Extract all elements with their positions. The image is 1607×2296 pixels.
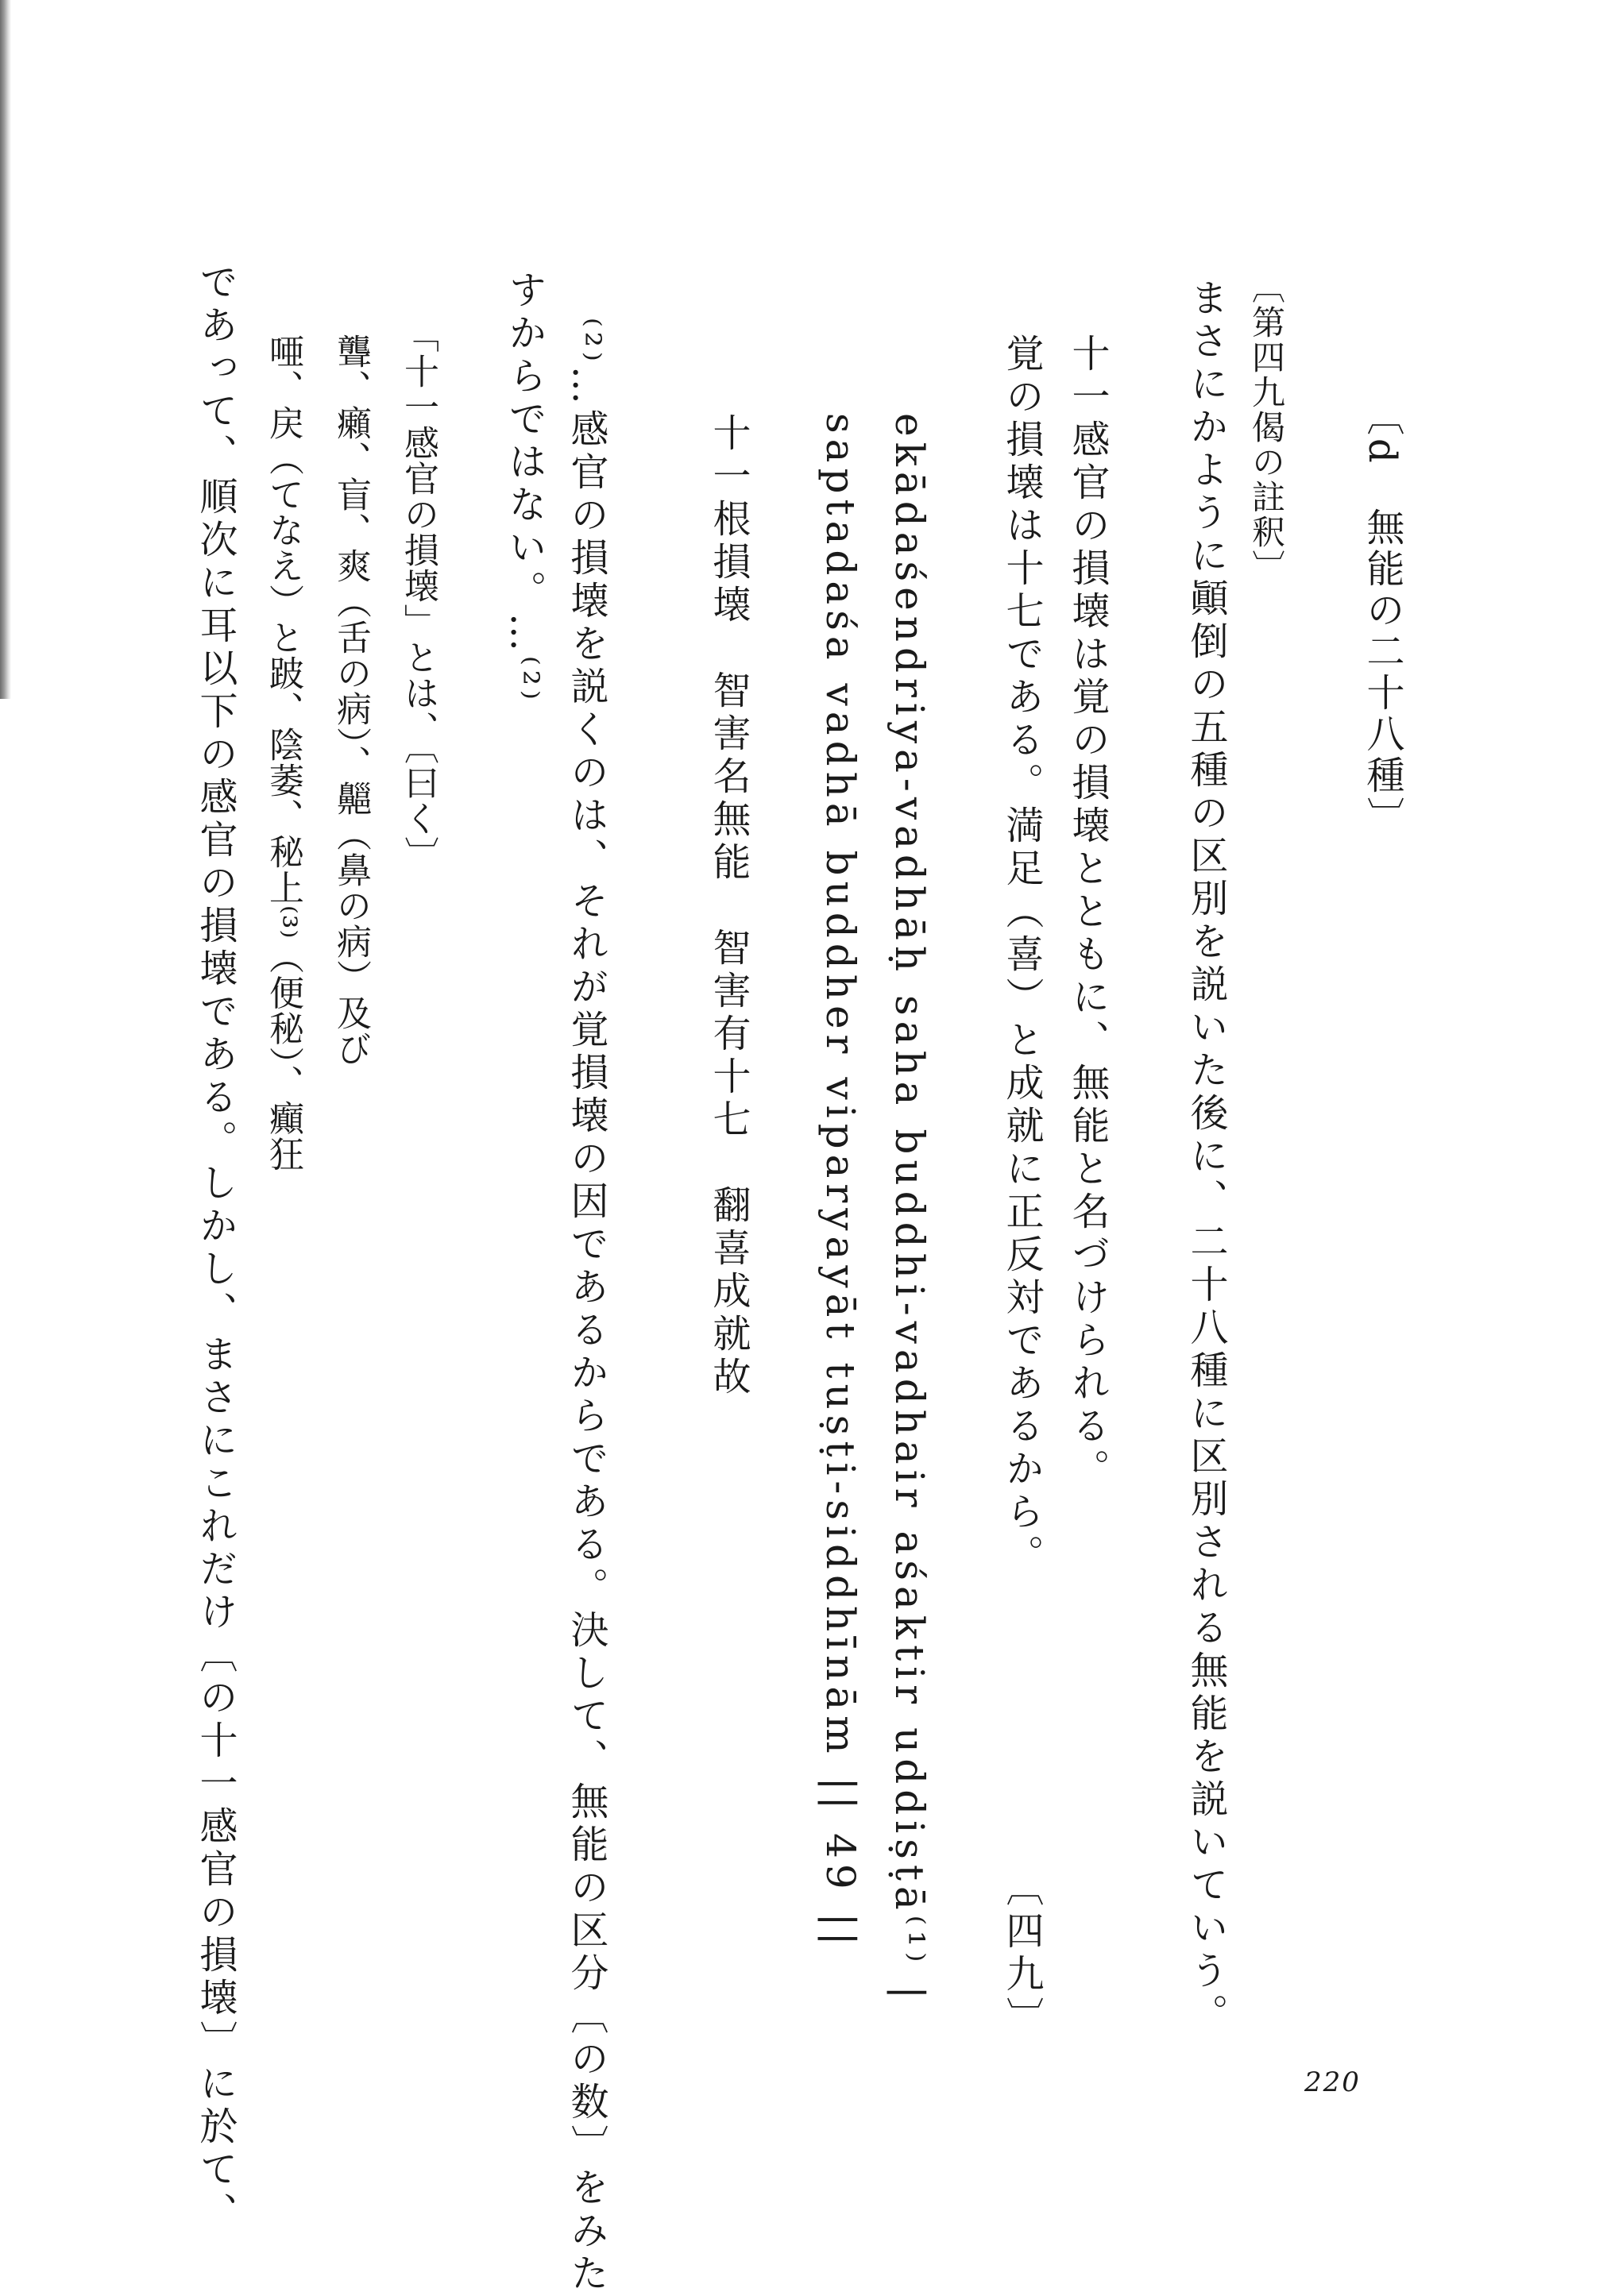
verse-number: 〔四九〕	[999, 1868, 1044, 2039]
text-line-6: 「十一感官の損壊」とは、〔曰く〕	[398, 318, 438, 872]
text-line-2: 十一感官の損壊は覚の損壊とともに、無能と名づけられる。	[1065, 334, 1110, 1491]
text-line-9: であって、順次に耳以下の感官の損壊である。しかし、まさにこれだけ〔の十一感官の損壊〕に於て、	[193, 262, 238, 2235]
text-line-3: 覚の損壊は十七である。満足（喜）と成就に正反対であるから。	[999, 334, 1044, 1577]
text-line-1: まさにかように顚倒の五種の区別を説いた後に、二十八種に区別される無能を説いていう。	[1184, 278, 1228, 2036]
text-line-8: 唖、戻（てなえ）と跛、陰萎、秘上⁽³⁾（便秘）、癲狂	[263, 334, 303, 1172]
page-number: 220	[1304, 2066, 1361, 2098]
sanskrit-line-1: ekādaśendriya-vadhāḥ saha buddhi-vadhair aśaktir uddiṣṭā⁽¹⁾ |	[887, 413, 933, 2005]
scan-edge	[0, 0, 11, 699]
chinese-verse: 十一根損壊 智害名無能 智害有十七 翻喜成就故	[706, 413, 751, 1399]
sanskrit-line-2: saptadaśa vadhā buddher viparyayāt tuṣṭi-siddhīnām || 49 ||	[817, 413, 863, 1951]
text-line-5: すからではない。…⁽²⁾	[502, 270, 547, 704]
subheading: 〔第四九偈の註釈〕	[1247, 270, 1286, 585]
text-line-7: 聾、癩、盲、爽（舌の病）、齆（鼻の病）及び	[330, 334, 371, 1067]
section-heading: 〔d 無能の二十八種〕	[1360, 397, 1404, 838]
text-line-4: ⁽²⁾…感官の損壊を説くのは、それが覚損壊の因であるからである。決して、無能の区分〔の数〕をみた	[564, 318, 608, 2296]
